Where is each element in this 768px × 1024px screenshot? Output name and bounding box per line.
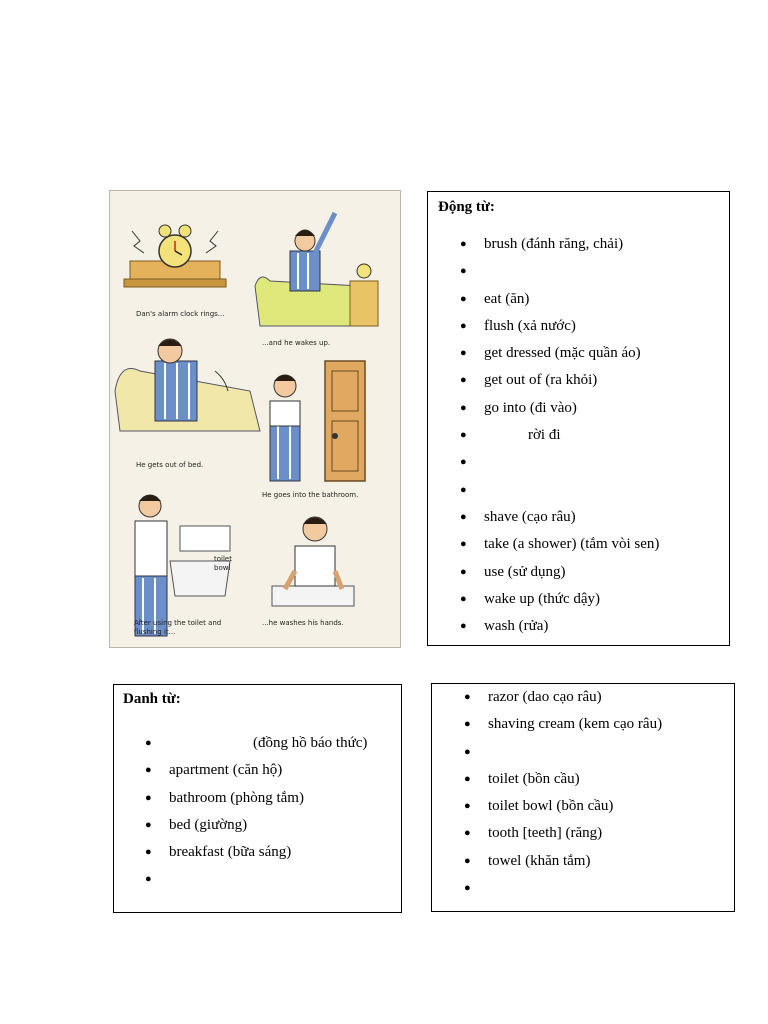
illustration-panel [109, 190, 401, 648]
bullet-icon: ● [460, 456, 467, 469]
bullet-icon: ● [460, 292, 467, 305]
bathroom-door-scene [270, 361, 365, 481]
wake-up-scene [255, 213, 378, 326]
verbs-title: Động từ: [438, 199, 495, 215]
verbs-box: Động từ: ● brush (đánh răng, chải) ● ● eat (ăn) ● flush (xả nước) ● get dressed (mặc quần áo) ● get out of (ra khỏi) ● go into (đi vào) ● rời đi ● ● ● shave (cạo râu) ● take (a shower) (tắm vòi sen) ● use (sử dụng) ● wake up (thức dậy) ● wash (rửa) [427, 191, 730, 646]
bullet-icon: ● [145, 764, 152, 777]
wash-hands-scene [272, 517, 354, 606]
bullet-icon: ● [464, 827, 471, 840]
daily-routine-illustration [110, 191, 401, 648]
toilet-label-1: toilet [214, 555, 232, 563]
caption-wash: ...he washes his hands. [262, 619, 344, 627]
nouns-title: Danh từ: [123, 691, 181, 707]
bullet-icon: ● [460, 265, 467, 278]
bullet-icon: ● [145, 818, 152, 831]
caption-alarm: Dan's alarm clock rings... [136, 310, 225, 318]
bullet-icon: ● [464, 800, 471, 813]
bullet-icon: ● [460, 592, 467, 605]
caption-wake: ...and he wakes up. [262, 339, 331, 347]
bullet-icon: ● [460, 429, 467, 442]
bullet-icon: ● [464, 745, 471, 758]
bullet-icon: ● [464, 882, 471, 895]
nouns-box: Danh từ: ● (đồng hồ báo thức) ● apartment (căn hộ) ● bathroom (phòng tắm) ● bed (giường) ● breakfast (bữa sáng) ● [113, 684, 402, 913]
bullet-icon: ● [460, 510, 467, 523]
bullet-icon: ● [145, 791, 152, 804]
bullet-icon: ● [460, 538, 467, 551]
toilet-label-2: bowl [214, 564, 231, 572]
bullet-icon: ● [460, 483, 467, 496]
caption-toilet-2: flushing it... [134, 628, 176, 636]
bullet-icon: ● [145, 737, 152, 749]
alarm-clock-scene [124, 225, 226, 287]
caption-toilet-1: After using the toilet and [134, 619, 222, 627]
bullet-icon: ● [460, 238, 467, 250]
bullet-icon: ● [460, 347, 467, 360]
bullet-icon: ● [460, 374, 467, 387]
out-of-bed-scene [115, 339, 260, 431]
bullet-icon: ● [464, 854, 471, 867]
caption-out-of-bed: He gets out of bed. [136, 461, 204, 469]
caption-bathroom: He goes into the bathroom. [262, 491, 359, 499]
bullet-icon: ● [460, 401, 467, 414]
bullet-icon: ● [460, 620, 467, 633]
bullet-icon: ● [460, 319, 467, 332]
bullet-icon: ● [145, 873, 152, 886]
bullet-icon: ● [464, 718, 471, 731]
bullet-icon: ● [460, 565, 467, 578]
bullet-icon: ● [145, 846, 152, 859]
bullet-icon: ● [464, 772, 471, 785]
bullet-icon: ● [464, 691, 471, 703]
nouns-continued-box: ● razor (dao cạo râu) ● shaving cream (kem cạo râu) ● ● toilet (bồn cầu) ● toilet bowl (bồn cầu) ● tooth [teeth] (răng) ● towel (khăn tắm) ● [431, 683, 735, 912]
